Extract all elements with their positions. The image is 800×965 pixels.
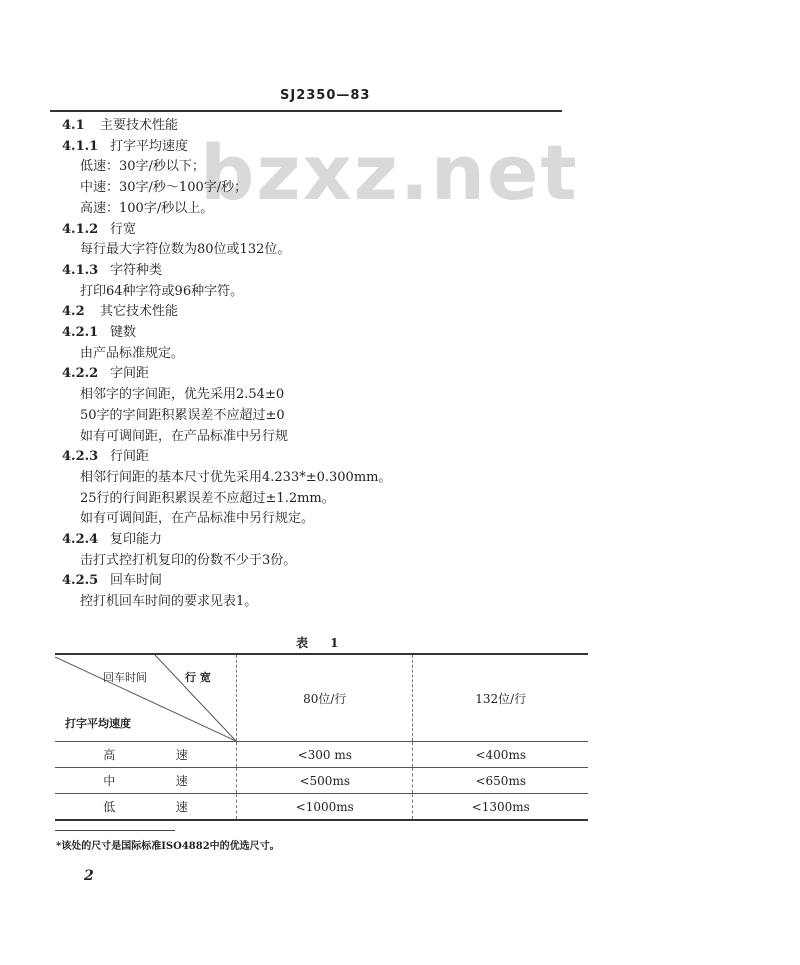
section-heading: [62, 366, 149, 382]
line-text: 相邻行间距的基本尺寸优先采用4.233*±0.300mm。: [80, 469, 392, 485]
paragraph-line: [80, 429, 288, 445]
paragraph-line: [80, 346, 184, 362]
page-number: 2: [84, 868, 94, 884]
section-heading: [62, 118, 178, 134]
section-heading: [62, 263, 162, 279]
line-text: 相邻字的字间距，优先采用2.54±0: [80, 387, 285, 403]
paragraph-line: [80, 159, 205, 175]
line-text: 中速：30字/秒～100字/秒；: [80, 180, 248, 196]
line-text: 主要技术性能: [100, 118, 179, 133]
line-text: 50字的字间距积累误差不应超过±0: [80, 407, 285, 423]
column-header: 132位/行: [413, 654, 588, 742]
table-cell: <400ms: [413, 742, 588, 768]
corner-label-line-width: 行 宽: [185, 671, 211, 684]
line-text: 击打式控打机复印的份数不少于3份。: [80, 552, 297, 568]
table-cell: <500ms: [237, 768, 413, 794]
line-text: 复印能力: [110, 532, 163, 547]
line-text: 其它技术性能: [100, 304, 179, 320]
line-text: 行间距: [110, 449, 150, 465]
paragraph-line: [80, 180, 247, 196]
paragraph-line: [80, 470, 391, 486]
watermark: bzxz.net: [200, 128, 579, 217]
paragraph-line: [80, 408, 285, 424]
section-number: 4.2.1: [62, 325, 99, 340]
section-number: 4.2: [62, 304, 85, 320]
line-text: 键数: [110, 325, 137, 340]
line-text: 字符种类: [110, 262, 163, 278]
row-label: 低 速: [55, 794, 237, 821]
line-text: 25行的行间距积累误差不应超过±1.2mm。: [80, 490, 335, 506]
line-text: 高速：100字/秒以上。: [80, 200, 214, 216]
section-number: 4.1.3: [62, 262, 99, 278]
table-header-row: [55, 654, 588, 742]
section-heading: [62, 304, 178, 320]
paragraph-line: [80, 387, 284, 403]
line-text: 低速：30字/秒以下；: [80, 159, 205, 175]
table-cell: <650ms: [413, 768, 588, 794]
line-text: 由产品标准规定。: [80, 345, 185, 361]
section-number: 4.1.1: [62, 138, 99, 154]
table-row: [55, 768, 588, 794]
footnote-rule: [55, 830, 175, 831]
paragraph-line: [80, 242, 290, 258]
column-header: 80位/行: [237, 654, 413, 742]
return-time-table: [55, 653, 588, 821]
diagonal-header-cell: [55, 654, 237, 742]
paragraph-line: [80, 284, 243, 300]
line-text: 如有可调间距，在产品标准中另行规: [80, 428, 289, 444]
footnote: *该处的尺寸是国际标准ISO4882中的优选尺寸。: [56, 841, 280, 852]
section-number: 4.1: [62, 118, 85, 133]
table-cell: <1300ms: [413, 794, 588, 821]
section-heading: [62, 573, 162, 589]
section-number: 4.2.3: [62, 449, 99, 465]
header-rule: [50, 110, 562, 112]
section-heading: [62, 449, 149, 465]
line-text: 如有可调间距，在产品标准中另行规定。: [80, 511, 315, 527]
row-label: 中 速: [55, 768, 237, 794]
section-number: 4.1.2: [62, 221, 99, 237]
document-code: SJ2350—83: [280, 88, 371, 103]
table-caption: 表 1: [296, 636, 339, 650]
paragraph-line: [80, 511, 314, 527]
line-text: 字间距: [110, 366, 150, 382]
section-number: 4.2.2: [62, 366, 99, 382]
line-text: 回车时间: [110, 573, 163, 589]
paragraph-line: [80, 553, 296, 569]
line-text: 控打机回车时间的要求见表1。: [80, 594, 258, 610]
line-text: 打字平均速度: [110, 138, 189, 154]
line-text: 每行最大字符位数为80位或132位。: [80, 242, 291, 258]
section-number: 4.2.5: [62, 573, 99, 589]
paragraph-line: [80, 491, 335, 507]
section-heading: [62, 325, 136, 341]
section-number: 4.2.4: [62, 532, 99, 547]
paragraph-line: [80, 594, 257, 610]
table-cell: <1000ms: [237, 794, 413, 821]
table-cell: <300 ms: [237, 742, 413, 768]
section-heading: [62, 532, 162, 548]
paragraph-line: [80, 201, 213, 217]
corner-label-typing-speed: 打字平均速度: [65, 717, 131, 730]
table-row: [55, 742, 588, 768]
corner-label-return-time: 回车时间: [103, 671, 147, 684]
section-heading: [62, 222, 136, 238]
table-row: [55, 794, 588, 821]
section-heading: [62, 139, 188, 155]
line-text: 行宽: [110, 221, 137, 237]
line-text: 打印64种字符或96种字符。: [80, 283, 244, 299]
row-label: 高 速: [55, 742, 237, 768]
